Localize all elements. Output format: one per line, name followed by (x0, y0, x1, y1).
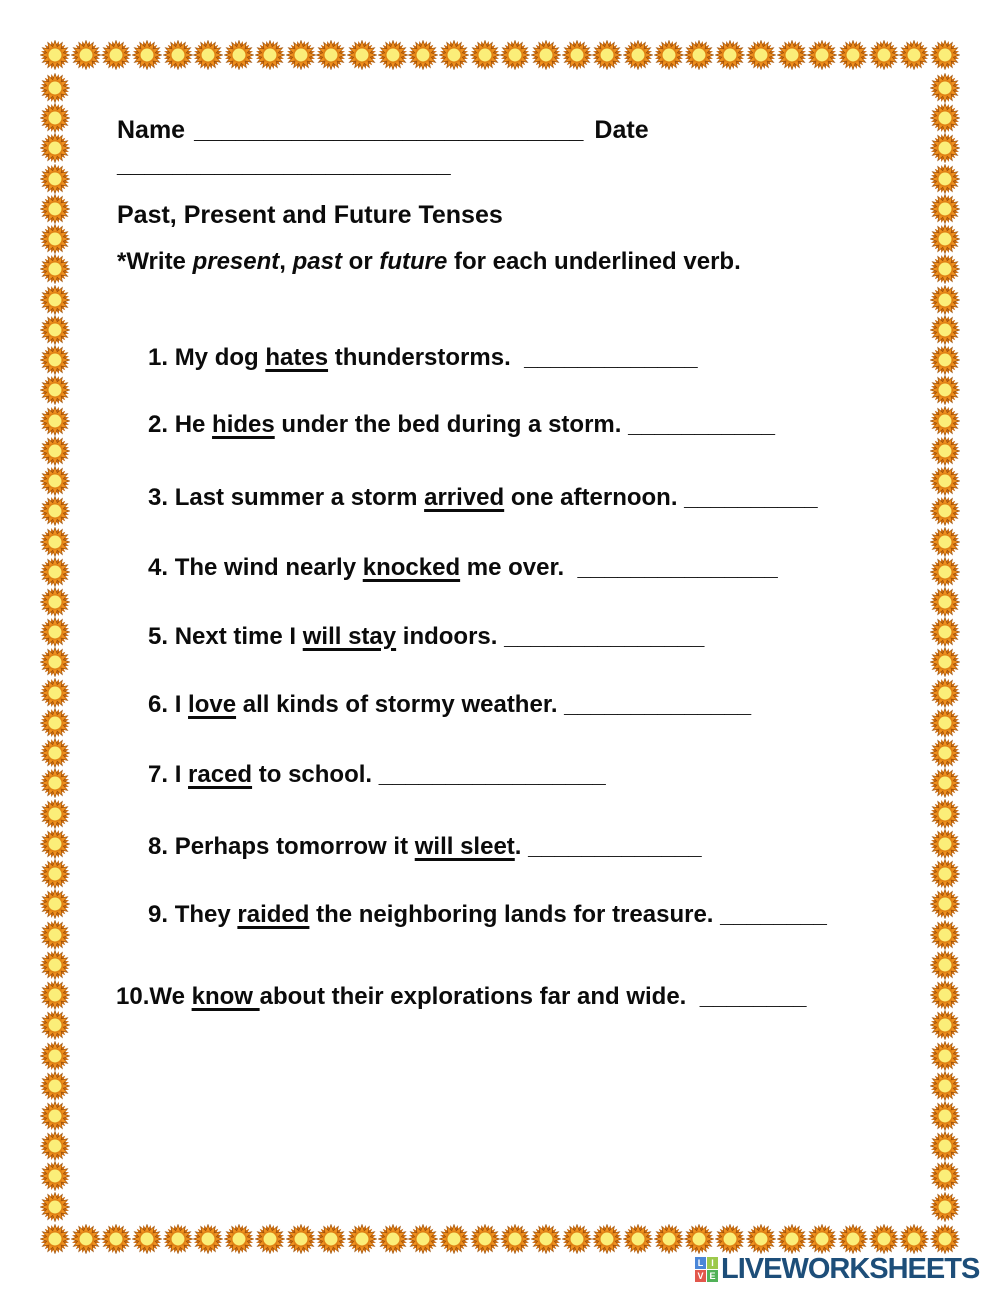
sun-icon (838, 1224, 868, 1254)
sun-icon (930, 103, 960, 133)
underlined-verb: knocked (362, 554, 461, 581)
sun-icon (930, 768, 960, 798)
item-text: He (174, 411, 213, 438)
underlined-verb: raced (188, 761, 253, 788)
sun-icon (930, 345, 960, 375)
sentence-item (148, 761, 606, 789)
sun-icon (163, 1224, 193, 1254)
sentence-item (148, 691, 751, 719)
sun-icon (378, 40, 408, 70)
item-number: 7. (148, 761, 175, 788)
sun-icon (930, 254, 960, 284)
sun-icon (807, 40, 837, 70)
sun-icon (40, 859, 70, 889)
sun-icon (930, 527, 960, 557)
sun-icon (807, 1224, 837, 1254)
sun-icon (930, 708, 960, 738)
item-text: about their explorations far and wide. (259, 983, 700, 1010)
sun-border-top (40, 40, 960, 70)
sun-icon (40, 40, 70, 70)
underlined-verb: hides (212, 411, 275, 438)
item-number: 4. (148, 554, 175, 581)
sun-icon (40, 889, 70, 919)
item-text: My dog (174, 344, 266, 371)
sun-icon (40, 1131, 70, 1161)
tense-word-future: future (379, 248, 448, 275)
sun-icon (40, 1224, 70, 1254)
sun-icon (746, 1224, 776, 1254)
logo-letter-e: E (707, 1270, 718, 1282)
sun-icon (838, 40, 868, 70)
sun-icon (40, 1161, 70, 1191)
item-text: thunderstorms. (328, 344, 525, 371)
answer-blank[interactable]: _____________ (524, 344, 698, 371)
item-text: Perhaps tomorrow it (174, 833, 415, 860)
sun-icon (930, 678, 960, 708)
worksheet-title: Past, Present and Future Tenses (117, 201, 503, 229)
sentence-item (148, 833, 702, 861)
sun-icon (40, 224, 70, 254)
item-text: the neighboring lands for treasure. (309, 901, 721, 928)
item-text: me over. (460, 554, 578, 581)
sun-icon (930, 133, 960, 163)
item-text: to school. (252, 761, 379, 788)
sun-icon (40, 678, 70, 708)
sun-icon (40, 980, 70, 1010)
sun-icon (592, 1224, 622, 1254)
tense-word-present: present (192, 248, 280, 275)
sun-icon (930, 1161, 960, 1191)
sentence-item (148, 901, 827, 929)
sun-icon (163, 40, 193, 70)
sun-icon (899, 40, 929, 70)
sentence-item (116, 983, 806, 1011)
sun-icon (746, 40, 776, 70)
sun-icon (378, 1224, 408, 1254)
sun-icon (930, 829, 960, 859)
item-number: 8. (148, 833, 175, 860)
item-number: 10. (116, 983, 150, 1010)
sun-icon (316, 1224, 346, 1254)
sun-icon (715, 40, 745, 70)
sun-icon (654, 1224, 684, 1254)
sun-border-left (40, 73, 70, 1222)
sun-icon (930, 40, 960, 70)
instructions (117, 248, 741, 276)
sun-icon (40, 133, 70, 163)
sun-icon (40, 527, 70, 557)
sun-icon (286, 1224, 316, 1254)
item-text: Last summer a storm (174, 484, 425, 511)
sun-icon (193, 1224, 223, 1254)
sun-icon (930, 738, 960, 768)
underlined-verb: will sleet (414, 833, 515, 860)
sun-icon (592, 40, 622, 70)
sun-icon (408, 40, 438, 70)
sun-icon (71, 1224, 101, 1254)
sun-icon (930, 406, 960, 436)
sun-icon (684, 40, 714, 70)
name-line[interactable]: ____________________________ (194, 116, 584, 144)
sun-icon (930, 194, 960, 224)
answer-blank[interactable]: ________ (699, 983, 807, 1010)
sun-icon (40, 345, 70, 375)
sun-icon (286, 40, 316, 70)
sun-icon (531, 40, 561, 70)
sun-icon (930, 224, 960, 254)
date-label: Date (594, 116, 649, 144)
sun-icon (930, 647, 960, 677)
sun-icon (40, 647, 70, 677)
sun-icon (930, 617, 960, 647)
name-date-row (117, 116, 649, 145)
sun-icon (562, 40, 592, 70)
instruction-text: or (341, 248, 380, 275)
sun-icon (40, 406, 70, 436)
sun-icon (132, 1224, 162, 1254)
sentence-item (148, 484, 818, 512)
sun-icon (347, 40, 377, 70)
item-text: under the bed during a storm. (274, 411, 629, 438)
sun-icon (40, 557, 70, 587)
sun-icon (40, 164, 70, 194)
sun-icon (224, 1224, 254, 1254)
sun-border-bottom (40, 1224, 960, 1254)
sun-icon (40, 194, 70, 224)
sun-icon (40, 738, 70, 768)
sun-icon (930, 436, 960, 466)
sun-icon (623, 1224, 653, 1254)
sun-icon (40, 768, 70, 798)
sun-icon (930, 375, 960, 405)
item-text: . (514, 833, 529, 860)
answer-blank[interactable]: ______________ (564, 691, 752, 718)
instruction-text: , (279, 248, 293, 275)
sun-icon (930, 1101, 960, 1131)
sun-icon (439, 40, 469, 70)
item-text: all kinds of stormy weather. (236, 691, 565, 718)
liveworksheets-logo[interactable] (695, 1255, 979, 1284)
sun-icon (930, 1071, 960, 1101)
underlined-verb: hates (265, 344, 329, 371)
answer-blank[interactable]: ________ (720, 901, 827, 928)
underlined-verb: know (191, 983, 260, 1010)
underlined-verb: raided (237, 901, 310, 928)
sun-icon (40, 1101, 70, 1131)
name-label: Name (117, 116, 186, 144)
sun-icon (777, 40, 807, 70)
sun-icon (71, 40, 101, 70)
sun-icon (930, 557, 960, 587)
item-text: I (174, 761, 189, 788)
item-number: 1. (148, 344, 175, 371)
sun-icon (101, 1224, 131, 1254)
sun-icon (930, 587, 960, 617)
sun-icon (531, 1224, 561, 1254)
sun-icon (930, 285, 960, 315)
sun-icon (470, 1224, 500, 1254)
date-line[interactable]: ________________________ (117, 150, 451, 178)
sun-icon (40, 617, 70, 647)
sun-icon (40, 254, 70, 284)
item-number: 2. (148, 411, 175, 438)
sun-icon (40, 436, 70, 466)
sentence-item (148, 554, 778, 582)
item-number: 6. (148, 691, 175, 718)
sun-icon (40, 950, 70, 980)
sun-icon (40, 285, 70, 315)
item-number: 9. (148, 901, 175, 928)
sun-icon (930, 889, 960, 919)
item-number: 5. (148, 623, 175, 650)
sun-icon (930, 1131, 960, 1161)
sun-icon (930, 315, 960, 345)
sun-icon (715, 1224, 745, 1254)
sun-icon (40, 103, 70, 133)
sun-icon (101, 40, 131, 70)
item-text: The wind nearly (174, 554, 363, 581)
sun-icon (255, 40, 285, 70)
liveworksheets-logo-icon (695, 1257, 718, 1282)
answer-blank[interactable]: _________________ (378, 761, 606, 788)
answer-blank[interactable]: __________ (684, 484, 818, 511)
tense-word-past: past (292, 248, 342, 275)
sun-icon (255, 1224, 285, 1254)
logo-letter-v: V (695, 1270, 706, 1282)
logo-letter-i: I (707, 1257, 718, 1269)
sentence-item (148, 623, 704, 651)
underlined-verb: love (188, 691, 237, 718)
sun-icon (500, 40, 530, 70)
sun-icon (930, 920, 960, 950)
sun-icon (562, 1224, 592, 1254)
sun-icon (930, 164, 960, 194)
sun-icon (930, 1224, 960, 1254)
sun-icon (930, 1041, 960, 1071)
item-text: They (174, 901, 238, 928)
sun-icon (40, 375, 70, 405)
sun-icon (684, 1224, 714, 1254)
sun-icon (40, 1071, 70, 1101)
answer-blank[interactable]: ___________ (628, 411, 775, 438)
sun-icon (40, 315, 70, 345)
sun-icon (408, 1224, 438, 1254)
sun-icon (930, 950, 960, 980)
answer-blank[interactable]: _______________ (577, 554, 778, 581)
sun-icon (132, 40, 162, 70)
sun-icon (930, 799, 960, 829)
item-text: indoors. (396, 623, 505, 650)
sun-icon (930, 73, 960, 103)
sun-icon (777, 1224, 807, 1254)
sun-icon (40, 708, 70, 738)
item-text: Next time I (174, 623, 303, 650)
sun-icon (930, 466, 960, 496)
sun-icon (40, 920, 70, 950)
sun-icon (224, 40, 254, 70)
item-text: We (149, 983, 192, 1010)
sun-icon (40, 466, 70, 496)
sun-icon (439, 1224, 469, 1254)
sun-icon (930, 1010, 960, 1040)
sun-icon (193, 40, 223, 70)
sentence-item (148, 411, 775, 439)
sun-icon (40, 587, 70, 617)
sun-icon (930, 980, 960, 1010)
sun-icon (316, 40, 346, 70)
sun-icon (347, 1224, 377, 1254)
sun-icon (869, 40, 899, 70)
sun-icon (899, 1224, 929, 1254)
sun-icon (930, 496, 960, 526)
sun-icon (40, 496, 70, 526)
answer-blank[interactable]: _______________ (504, 623, 705, 650)
underlined-verb: will stay (302, 623, 397, 650)
item-text: I (174, 691, 189, 718)
answer-blank[interactable]: _____________ (528, 833, 702, 860)
sun-icon (470, 40, 500, 70)
sun-icon (869, 1224, 899, 1254)
sun-icon (930, 1192, 960, 1222)
date-line-row (117, 150, 451, 179)
sun-icon (623, 40, 653, 70)
sun-icon (654, 40, 684, 70)
sun-icon (500, 1224, 530, 1254)
sun-icon (40, 799, 70, 829)
underlined-verb: arrived (424, 484, 505, 511)
sun-icon (40, 1041, 70, 1071)
item-text: one afternoon. (504, 484, 685, 511)
brand-text: LIVEWORKSHEETS (721, 1253, 980, 1285)
sun-icon (40, 73, 70, 103)
sun-icon (930, 859, 960, 889)
sun-icon (40, 1010, 70, 1040)
sun-icon (40, 829, 70, 859)
instruction-text: *Write (117, 248, 193, 275)
logo-letter-l: L (695, 1257, 706, 1269)
sentence-item (148, 344, 698, 372)
instruction-text: for each underlined verb. (447, 248, 741, 275)
sun-border-right (930, 73, 960, 1222)
sun-icon (40, 1192, 70, 1222)
item-number: 3. (148, 484, 175, 511)
